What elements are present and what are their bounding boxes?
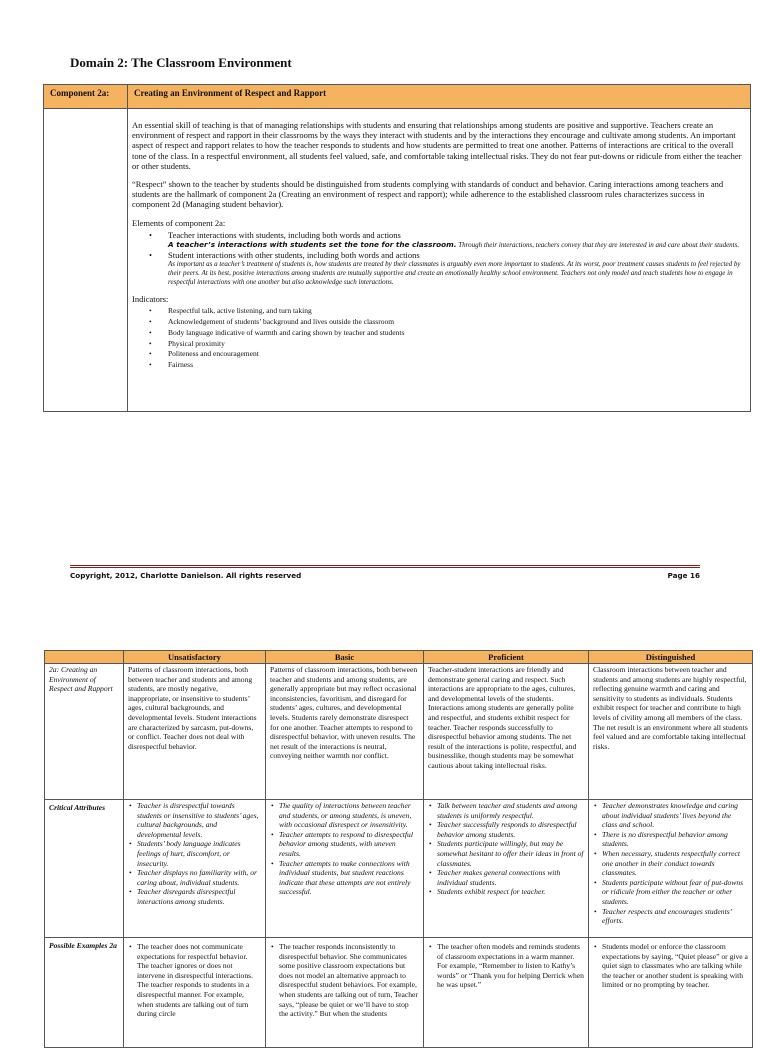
rubric-header-row — [45, 651, 753, 664]
attribute-item: • Students’ body language indicates feelings of hurt, discomfort, or insecurity. — [137, 839, 261, 868]
page-title: Domain 2: The Classroom Environment — [70, 55, 292, 70]
footer-rule — [70, 565, 700, 566]
respect-paragraph: “Respect” shown to the teacher by students should be distinguished from students complying with standards of conduct and behavior. Caring interactions among teachers and students are the hallmark of component 2a (Creating an environment of respect and rapport); while adherence to the established classroom rules characterizes success in component 2d (Managing student behavior). — [132, 179, 724, 210]
attribute-item: • Teacher is disrespectful towards students or insensitive to students’ ages, cultural backgrounds, and developmental levels. — [137, 801, 261, 839]
element-title: Teacher interactions with students, including both words and actions — [168, 229, 401, 240]
attribute-item: • Teacher demonstrates knowledge and caring about individual students’ lives beyond the class and school. — [602, 801, 748, 830]
header-distinguished: Distinguished — [589, 651, 753, 664]
indicators-list — [132, 306, 744, 370]
attribute-item: • Talk between teacher and students and among students is uniformly respectful. — [437, 801, 584, 820]
attribute-item: • Teacher successfully responds to disrespectful behavior among students. — [437, 820, 584, 839]
example-list — [593, 942, 748, 990]
component-body — [132, 120, 744, 378]
rubric-critical-attributes-row — [45, 800, 753, 938]
cell-unsatisfactory — [124, 938, 266, 1048]
cell-proficient: Teacher-student interactions are friendly and demonstrate general caring and respect. Such interactions are appropriate to the ages, cultures, and developmental levels of the students. Interactions among students are generally polite and respectful, and students exhibit respect for teacher. Teacher responds successfully to disrespectful behavior among students. The net result of the interactions is polite, respectful, and businesslike, though students may be somewhat cautious about taking intellectual risks. — [424, 664, 589, 800]
attribute-item: • Teacher attempts to make connections with individual students, but student reactions indicate that these attempts are not entirely successful. — [279, 859, 419, 897]
attribute-list — [593, 801, 748, 926]
example-list — [128, 942, 261, 1019]
row-label: Possible Examples 2a — [45, 938, 124, 1048]
footer-rule-thin — [70, 567, 700, 568]
cell-distinguished — [589, 800, 753, 938]
intro-paragraph: An essential skill of teaching is that of managing relationships with students and ensuring that relationships among students are positive and supportive. Teachers create an environment of respect and rapport in their classrooms by the ways they interact with students and by the interactions they encourage and cultivate among students. An important aspect of respect and rapport relates to how the teacher responds to students and how students are permitted to treat one another. Patterns of interactions are critical to the overall tone of the class. In a respectful environment, all students feel valued, safe, and comfortable taking intellectual risks. They do not fear put-downs or ridicule from either the teacher or other students. — [132, 120, 742, 171]
cell-unsatisfactory: Patterns of classroom interactions, both between teacher and students and among students, are mostly negative, inappropriate, or insensitive to students’ ages, cultural backgrounds, and developmental levels. Student interactions are characterized by sarcasm, put-downs, or conflict. Teacher does not deal with disrespectful behavior. — [124, 664, 266, 800]
header-proficient: Proficient — [424, 651, 589, 664]
example-list — [428, 942, 584, 990]
example-item: • The teacher does not communicate expectations for respectful behavior. The teacher ignores or does not intervene in disrespectful interactions. The teacher responds to students in a disrespectful manner. For example, when students are talking out of turn during circle — [137, 942, 261, 1019]
component-title: Creating an Environment of Respect and Rapport — [134, 88, 327, 98]
header-unsatisfactory: Unsatisfactory — [124, 651, 266, 664]
attribute-item: • Teacher disregards disrespectful interactions among students. — [137, 887, 261, 906]
attribute-list — [128, 801, 261, 907]
attribute-list — [270, 801, 419, 897]
rubric-table — [44, 650, 753, 1048]
element-description — [168, 240, 744, 250]
indicator-item: • Acknowledgement of students’ background and lives outside the classroom — [168, 317, 744, 328]
attribute-item: • Students exhibit respect for teacher. — [437, 887, 584, 897]
cell-basic — [266, 938, 424, 1048]
rubric-description-row — [45, 664, 753, 800]
cell-proficient — [424, 938, 589, 1048]
component-header — [44, 85, 750, 109]
indicator-item: • Respectful talk, active listening, and turn taking — [168, 306, 744, 317]
attribute-item: • When necessary, students respectfully correct one another in their conduct towards classmates. — [602, 849, 748, 878]
component-table — [43, 84, 751, 412]
element-desc-text: Through their interactions, teachers convey that they are interested in and care about their students. — [456, 241, 740, 250]
cell-basic — [266, 800, 424, 938]
attribute-item: • Teacher makes general connections with individual students. — [437, 868, 584, 887]
cell-proficient — [424, 800, 589, 938]
row-label: 2a: Creating an Environment of Respect and Rapport — [45, 664, 124, 800]
rubric-header-blank — [45, 651, 124, 664]
component-label: Component 2a: — [44, 85, 128, 108]
copyright-text: Copyright, 2012, Charlotte Danielson. All rights reserved — [70, 571, 302, 580]
example-list — [270, 942, 419, 1019]
indicator-item: • Politeness and encouragement — [168, 349, 744, 360]
attribute-list — [428, 801, 584, 897]
attribute-item: • The quality of interactions between teacher and students, or among students, is uneven, with occasional disrespect or insensitivity. — [279, 801, 419, 830]
attribute-item: • Teacher attempts to respond to disrespectful behavior among students, with uneven results. — [279, 830, 419, 859]
example-item: • The teacher responds inconsistently to disrespectful behavior. She communicates some positive classroom expectations but does not model an alternative approach to disrespectful student behaviors. For example, when students are talking out of turn, Teacher says, “please be quiet or we’ll have to stop the activity.” But when the students — [279, 942, 419, 1019]
header-basic: Basic — [266, 651, 424, 664]
component-left-cell — [44, 109, 128, 411]
attribute-item: • Students participate without fear of put-downs or ridicule from either the teacher or other students. — [602, 878, 748, 907]
element-item — [168, 230, 744, 250]
cell-unsatisfactory — [124, 800, 266, 938]
attribute-item: • There is no disrespectful behavior among students. — [602, 830, 748, 849]
indicators-heading: Indicators: — [132, 294, 169, 305]
attribute-item: • Students participate willingly, but may be somewhat hesitant to offer their ideas in front of classmates. — [437, 839, 584, 868]
element-description: As important as a teacher’s treatment of students is, how students are treated by their classmates is arguably even more important to students. At its worst, poor treatment causes students to feel rejected by their peers. At its best, positive interactions among students are mutually supportive and create an emotionally healthy school environment. Teachers not only model and teach students how to engage in respectful interactions with one another but also acknowledge such interactions. — [168, 260, 741, 287]
rubric-examples-row — [45, 938, 753, 1048]
cell-distinguished — [589, 938, 753, 1048]
indicator-item: • Body language indicative of warmth and caring shown by teacher and students — [168, 328, 744, 339]
indicator-item: • Fairness — [168, 360, 744, 371]
page-number: Page 16 — [667, 571, 700, 580]
element-title: Student interactions with other students, including both words and actions — [168, 250, 420, 261]
row-label: Critical Attributes — [45, 800, 124, 938]
attribute-item: • Teacher displays no familiarity with, or caring about, individual students. — [137, 868, 261, 887]
element-item — [168, 250, 744, 287]
example-item: • Students model or enforce the classroom expectations by saying, “Quiet please” or give a quiet sign to classmates who are talking while the teacher or another student is speaking with limited or no prompting by teacher. — [602, 942, 748, 990]
element-script-text: A teacher’s interactions with students set the tone for the classroom. — [168, 240, 457, 250]
attribute-item: • Teacher respects and encourages students’ efforts. — [602, 907, 748, 926]
example-item: • The teacher often models and reminds students of classroom expectations in a warm manner. For example, “Remember to listen to Kathy’s words” or “Thank you for helping Derrick when he was upset.” — [437, 942, 584, 990]
cell-distinguished: Classroom interactions between teacher and students and among students are highly respectful, reflecting genuine warmth and caring and sensitivity to students as individuals. Students exhibit respect for teacher and contribute to high levels of civility among all members of the class. The net result is an environment where all students feel valued and are comfortable taking intellectual risks. — [589, 664, 753, 800]
elements-heading: Elements of component 2a: — [132, 217, 226, 228]
indicator-item: • Physical proximity — [168, 339, 744, 350]
elements-list — [132, 230, 744, 287]
cell-basic: Patterns of classroom interactions, both between teacher and students and among students, are generally appropriate but may reflect occasional inconsistencies, favoritism, and disregard for students’ ages, cultures, and developmental levels. Students rarely demonstrate disrespect for one another. Teacher attempts to respond to disrespectful behavior, with uneven results. The net result of the interactions is neutral, conveying neither warmth nor conflict. — [266, 664, 424, 800]
